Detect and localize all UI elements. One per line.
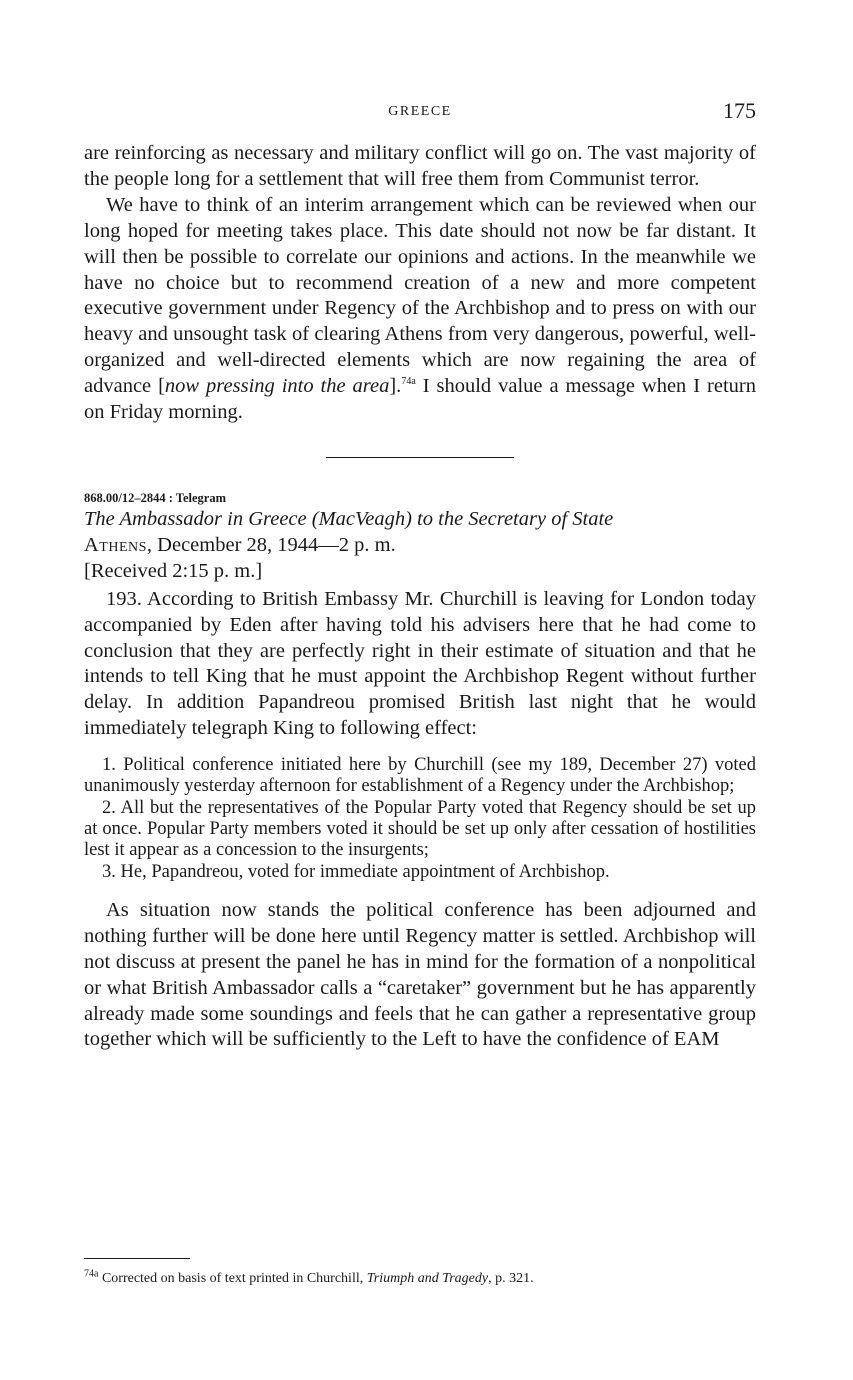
paragraph-interim-arrangement <box>84 193 756 426</box>
file-reference: 868.00/12–2844 : Telegram <box>84 490 227 505</box>
numbered-list <box>84 755 756 883</box>
received-time: [Received 2:15 p. m.] <box>84 559 263 582</box>
closing-paragraph: As situation now stands the political conference has been adjourned and nothing further will be done here until Regency matter is settled. Archbishop will not discuss at present the panel he has in mind for the formation of a nonpolitical or what British Ambassador calls a “caretaker” government but he has apparently already made some soundings and feels that he can gather a representative group together which will be sufficiently to the Left to have the confidence of EAM <box>84 898 756 1051</box>
paragraph-text: We have to think of an interim arrangement which can be reviewed when our long hoped for meeting takes place. This date should not now be far distant. It will then be possible to correlate our opinions and actions. In the meanwhile we have no choice but to recommend creation of a new and more competent executive government under Regency of the Archbishop and to press on with our heavy and unsought task of clearing Athens from very dangerous, powerful, well-organized and well-directed elements which are now regaining the area of advance [ <box>84 193 756 398</box>
footnote-text: , p. 321. <box>488 1271 534 1286</box>
section-divider <box>326 457 514 458</box>
bracketed-correction: now pressing into the area <box>164 375 390 398</box>
list-item: 3. He, Papandreou, voted for immediate appointment of Archbishop. <box>102 861 610 882</box>
dateline <box>84 533 756 559</box>
paragraph-continued: are reinforcing as necessary and military conflict will go on. The vast majority of the people long for a settlement that will free them from Communist terror. <box>84 142 756 190</box>
page-number: 175 <box>723 98 756 123</box>
footnote-book-title: Triumph and Tragedy <box>366 1271 489 1286</box>
footnote-text: Corrected on basis of text printed in Churchill, <box>98 1271 367 1286</box>
running-title: GREECE <box>388 104 452 119</box>
footnote-reference[interactable]: 74a <box>401 376 416 388</box>
paragraph-text: ]. <box>389 375 402 398</box>
footnote-mark: 74a <box>84 1268 99 1280</box>
paragraph-text: I should value a message when I return on Friday morning. <box>84 375 756 424</box>
footnote <box>84 1270 756 1288</box>
footnote-divider <box>84 1258 190 1259</box>
page-body <box>84 141 756 1053</box>
document-title: The Ambassador in Greece (MacVeagh) to the Secretary of State <box>84 507 614 530</box>
page-header <box>84 98 756 128</box>
list-item: 2. All but the representatives of the Popular Party voted that Regency should be set up at once. Popular Party members voted it should be set up only after cessation of hostilities lest it appear as a concession to the insurgents; <box>84 797 756 861</box>
dateline-place: Athens <box>84 533 147 556</box>
list-item: 1. Political conference initiated here by Churchill (see my 189, December 27) voted unanimously yesterday afternoon for establishment of a Regency under the Archbishop; <box>84 755 756 797</box>
dateline-date: , December 28, 1944—2 p. m. <box>146 533 396 556</box>
telegram-intro: 193. According to British Embassy Mr. Churchill is leaving for London today accompanied by Eden after having told his advisers here that he had come to conclusion that they are perfectly right in their estimate of situation and that he intends to tell King that he must appoint the Archbishop Regent without further delay. In addition Papandreou promised British last night that he would immediately telegraph King to following effect: <box>84 587 756 740</box>
